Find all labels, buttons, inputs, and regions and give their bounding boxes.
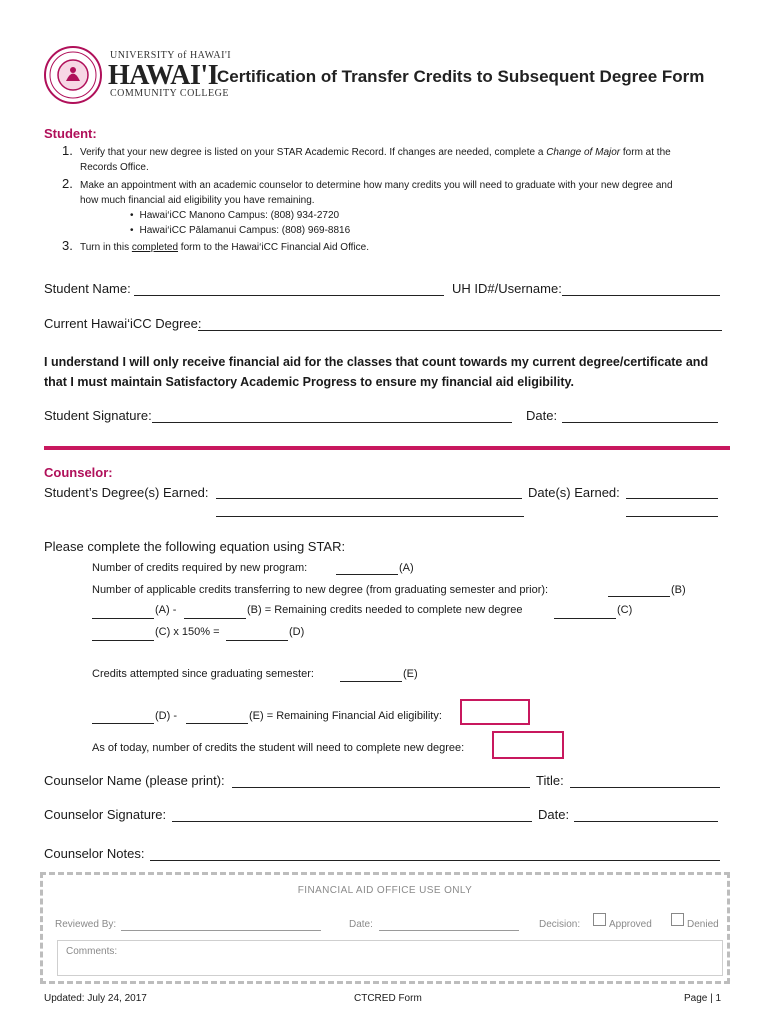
item-3-number: 3.: [62, 238, 73, 253]
reviewed-by-field[interactable]: [121, 921, 321, 931]
fao-date-label: Date:: [349, 919, 373, 930]
item-3-text: Turn in this completed form to the Hawai‘iCC Financial Aid Office.: [80, 242, 370, 253]
eq-c-tag: (C): [617, 604, 633, 616]
degrees-earned-field-1[interactable]: [216, 488, 522, 499]
eq-f-label: (E) = Remaining Financial Aid eligibility:: [249, 710, 442, 722]
current-degree-label: Current Hawai‘iCC Degree:: [44, 316, 202, 331]
counselor-date-field[interactable]: [574, 811, 718, 822]
financial-aid-statement: I understand I will only receive financial aid for the classes that count towards my current degree/certificate and that I must maintain Satisfactory Academic Progress to ensure my financial aid eligibility.: [44, 355, 709, 389]
degrees-earned-label: Student’s Degree(s) Earned:: [44, 485, 209, 500]
credits-needed-box[interactable]: [492, 731, 564, 759]
item-1-number: 1.: [62, 143, 73, 158]
counselor-notes-field[interactable]: [150, 850, 720, 861]
item-2-text-cont: how much financial aid eligibility you have remaining.: [80, 195, 315, 206]
eq-c-a-field[interactable]: [92, 608, 154, 619]
fao-heading: FINANCIAL AID OFFICE USE ONLY: [297, 885, 473, 896]
counselor-name-label: Counselor Name (please print):: [44, 773, 225, 788]
dates-earned-field-2[interactable]: [626, 506, 718, 517]
counselor-date-label: Date:: [538, 807, 570, 822]
denied-label: Denied: [687, 919, 719, 930]
eq-f-d-field[interactable]: [92, 713, 154, 724]
fao-date-field[interactable]: [379, 921, 519, 931]
eq-c-a-tag: (A) -: [155, 604, 177, 616]
eq-b-label: Number of applicable credits transferring to new degree (from graduating semester and prior):: [92, 584, 549, 596]
logo-hawaii-text: HAWAI'I: [108, 60, 219, 91]
student-date-field[interactable]: [562, 412, 718, 423]
approved-label: Approved: [609, 919, 652, 930]
eq-b-field[interactable]: [608, 586, 670, 597]
student-name-label: Student Name:: [44, 281, 131, 296]
reviewed-by-label: Reviewed By:: [55, 919, 117, 930]
counselor-notes-label: Counselor Notes:: [44, 846, 145, 861]
eq-e-label: Credits attempted since graduating semester:: [92, 668, 314, 680]
denied-checkbox[interactable]: [671, 913, 684, 926]
decision-label: Decision:: [539, 919, 581, 930]
eq-c-field[interactable]: [554, 608, 616, 619]
equation-instruction: Please complete the following equation using STAR:: [44, 539, 346, 554]
college-seal-logo: [44, 46, 102, 104]
remaining-eligibility-box[interactable]: [460, 699, 530, 725]
counselor-signature-label: Counselor Signature:: [44, 807, 167, 822]
counselor-title-label: Title:: [536, 773, 564, 788]
eq-d-c-field[interactable]: [92, 630, 154, 641]
item-1-text: Verify that your new degree is listed on your STAR Academic Record. If changes are needed, complete a Change of Major form at the: [80, 147, 671, 158]
current-degree-field[interactable]: [198, 320, 722, 331]
eq-b-tag: (B): [671, 584, 686, 596]
eq-f-e-field[interactable]: [186, 713, 248, 724]
financial-aid-office-box: [40, 872, 730, 984]
item-2-number: 2.: [62, 176, 73, 191]
student-date-label: Date:: [526, 408, 558, 423]
footer-page-number: Page | 1: [684, 993, 722, 1004]
counselor-name-field[interactable]: [232, 777, 530, 788]
bullet-manono: • Hawai‘iCC Manono Campus: (808) 934-2720: [130, 210, 340, 221]
form-title: Certification of Transfer Credits to Subsequent Degree Form: [217, 67, 705, 86]
eq-a-label: Number of credits required by new program:: [92, 562, 308, 574]
counselor-title-field[interactable]: [570, 777, 720, 788]
item-2-text: Make an appointment with an academic counselor to determine how many credits you will need to graduate with your new degree and: [80, 180, 673, 191]
degrees-earned-field-2[interactable]: [216, 506, 524, 517]
eq-g-label: As of today, number of credits the student will need to complete new degree:: [92, 742, 465, 754]
student-name-field[interactable]: [134, 285, 444, 296]
dates-earned-field-1[interactable]: [626, 488, 718, 499]
approved-checkbox[interactable]: [593, 913, 606, 926]
item-1-text-cont: Records Office.: [80, 162, 149, 173]
eq-f-d-tag: (D) -: [155, 710, 177, 722]
student-signature-field[interactable]: [152, 412, 512, 423]
counselor-heading: Counselor:: [44, 465, 113, 480]
uh-id-field[interactable]: [562, 285, 720, 296]
bullet-palamanui: • Hawai‘iCC Pālamanui Campus: (808) 969-8816: [130, 225, 351, 236]
eq-d-field[interactable]: [226, 630, 288, 641]
eq-c-b-field[interactable]: [184, 608, 246, 619]
eq-e-tag: (E): [403, 668, 418, 680]
footer-updated: Updated: July 24, 2017: [44, 993, 147, 1004]
section-divider: [44, 446, 730, 450]
comments-label: Comments:: [66, 946, 118, 957]
dates-earned-label: Date(s) Earned:: [528, 485, 620, 500]
logo-college-text: COMMUNITY COLLEGE: [110, 88, 229, 99]
eq-a-field[interactable]: [336, 564, 398, 575]
uh-id-label: UH ID#/Username:: [452, 281, 562, 296]
eq-d-tag: (D): [289, 626, 305, 638]
eq-c-label: (B) = Remaining credits needed to complete new degree: [247, 604, 523, 616]
logo-university-text: UNIVERSITY of HAWAI'I: [110, 50, 232, 61]
footer-form-code: CTCRED Form: [354, 993, 422, 1004]
student-signature-label: Student Signature:: [44, 408, 152, 423]
comments-box[interactable]: [57, 940, 723, 976]
counselor-signature-field[interactable]: [172, 811, 532, 822]
eq-a-tag: (A): [399, 562, 414, 574]
student-heading: Student:: [44, 126, 97, 141]
eq-e-field[interactable]: [340, 671, 402, 682]
eq-d-label: (C) x 150% =: [155, 626, 220, 638]
